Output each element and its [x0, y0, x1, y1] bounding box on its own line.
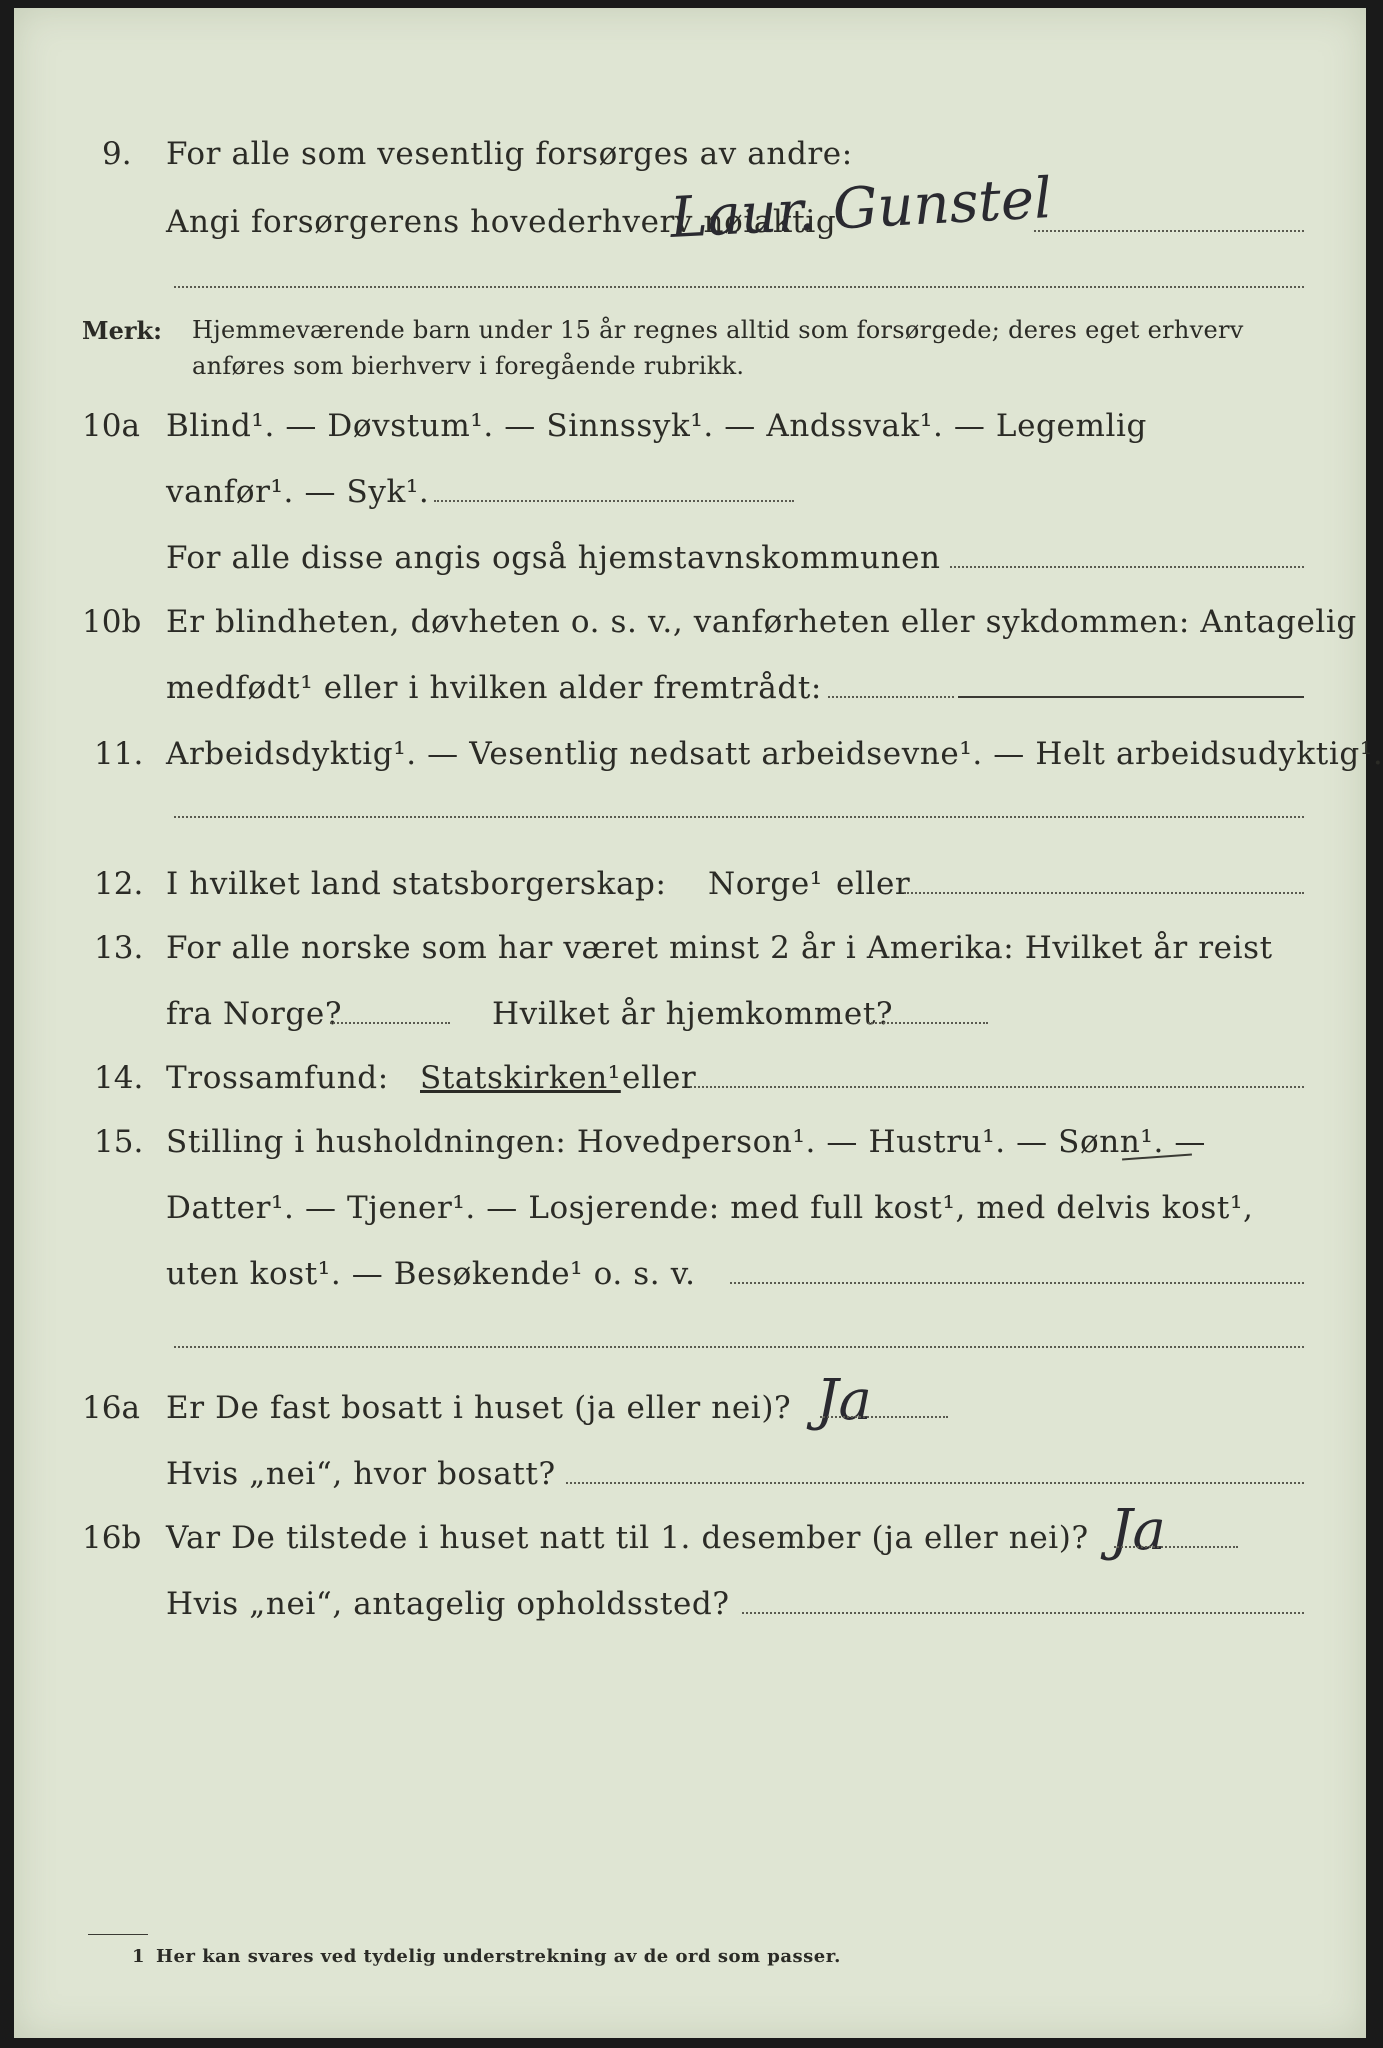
- q16a-handwritten-answer: Ja: [816, 1368, 872, 1433]
- merk-line2: anføres som bierhverv i foregående rubrikk.: [192, 352, 745, 380]
- q10a-line2: vanfør¹. — Syk¹.: [166, 474, 430, 510]
- q15-number: 15.: [94, 1124, 144, 1160]
- merk-line1: Hjemmeværende barn under 15 år regnes alltid som forsørgede; deres eget erhverv: [192, 316, 1244, 344]
- q16b-line1: Var De tilstede i huset natt til 1. desember (ja eller nei)?: [166, 1520, 1089, 1556]
- q16b-answer-line: [1114, 1546, 1238, 1548]
- q13-reist-line: [330, 1022, 450, 1024]
- q10a-kommune-line: [950, 566, 1304, 568]
- census-form-page: [14, 8, 1383, 2038]
- q15-extra-line: [174, 1346, 1304, 1348]
- q13-line1: For alle norske som har været minst 2 år i Amerika: Hvilket år reist: [166, 930, 1273, 966]
- q16b-handwritten-answer: Ja: [1110, 1498, 1166, 1563]
- q16a-number: 16a: [82, 1390, 140, 1426]
- q16a-answer-line: [820, 1416, 948, 1418]
- q15-line3: uten kost¹. — Besøkende¹ o. s. v.: [166, 1256, 696, 1292]
- q12-prefix: I hvilket land statsborgerskap:: [166, 866, 667, 902]
- q10a-line3: For alle disse angis også hjemstavnskommunen: [166, 540, 941, 576]
- q9-answer-line: [1034, 230, 1304, 232]
- q9-extra-line: [174, 286, 1304, 288]
- q9-handwritten-answer: Laur. Gunstel: [668, 166, 1054, 251]
- q16b-opholdssted-line: [742, 1612, 1304, 1614]
- q14-statskirken: Statskirken¹: [420, 1060, 621, 1096]
- q10a-line1: Blind¹. — Døvstum¹. — Sinnssyk¹. — Andssvak¹. — Legemlig: [166, 408, 1147, 444]
- q9-line2: Angi forsørgerens hovederhverv nøiaktig: [166, 204, 837, 240]
- q13-hjemkommet-line: [868, 1022, 988, 1024]
- q10b-number: 10b: [82, 604, 142, 640]
- q12-number: 12.: [94, 866, 144, 902]
- q11-number: 11.: [94, 736, 144, 772]
- q14-trossamfund-line: [690, 1086, 1304, 1088]
- q14-prefix: Trossamfund:: [166, 1060, 389, 1096]
- q15-line1: Stilling i husholdningen: Hovedperson¹. — Hustru¹. — Sønn¹. —: [166, 1124, 1206, 1160]
- q12-norge: Norge¹: [708, 866, 823, 902]
- q10b-alder-line-solid: [958, 696, 1304, 698]
- q16a-bosatt-line: [566, 1482, 1304, 1484]
- q12-eller: eller: [836, 866, 911, 902]
- q13-line2b: Hvilket år hjemkommet?: [492, 996, 894, 1032]
- q10b-line1: Er blindheten, døvheten o. s. v., vanførheten eller sykdommen: Antagelig: [166, 604, 1357, 640]
- q16a-line2: Hvis „nei“, hvor bosatt?: [166, 1456, 556, 1492]
- merk-label: Merk:: [82, 316, 162, 345]
- q10a-syk-line: [434, 500, 794, 502]
- q14-number: 14.: [94, 1060, 144, 1096]
- q10b-alder-line-dotted: [828, 696, 954, 698]
- q13-number: 13.: [94, 930, 144, 966]
- q16b-number: 16b: [82, 1520, 142, 1556]
- q13-line2a: fra Norge?: [166, 996, 343, 1032]
- q9-number: 9.: [102, 136, 132, 172]
- q10b-line2: medfødt¹ eller i hvilken alder fremtrådt:: [166, 670, 822, 706]
- q11-line1: Arbeidsdyktig¹. — Vesentlig nedsatt arbeidsevne¹. — Helt arbeidsudyktig¹.: [166, 736, 1383, 772]
- q10a-number: 10a: [82, 408, 140, 444]
- q14-eller: eller: [622, 1060, 697, 1096]
- q15-line2: Datter¹. — Tjener¹. — Losjerende: med full kost¹, med delvis kost¹,: [166, 1190, 1254, 1226]
- footnote-text: Her kan svares ved tydelig understrekning av de ord som passer.: [156, 1946, 841, 1967]
- q9-line1: For alle som vesentlig forsørges av andre:: [166, 136, 853, 172]
- q16a-line1: Er De fast bosatt i huset (ja eller nei)?: [166, 1390, 792, 1426]
- footnote-rule: [88, 1934, 148, 1935]
- q11-answer-line: [174, 816, 1304, 818]
- footnote-mark: 1: [132, 1946, 146, 1967]
- q15-stilling-line: [730, 1282, 1304, 1284]
- q16b-line2: Hvis „nei“, antagelig opholdssted?: [166, 1586, 730, 1622]
- q12-land-line: [904, 892, 1304, 894]
